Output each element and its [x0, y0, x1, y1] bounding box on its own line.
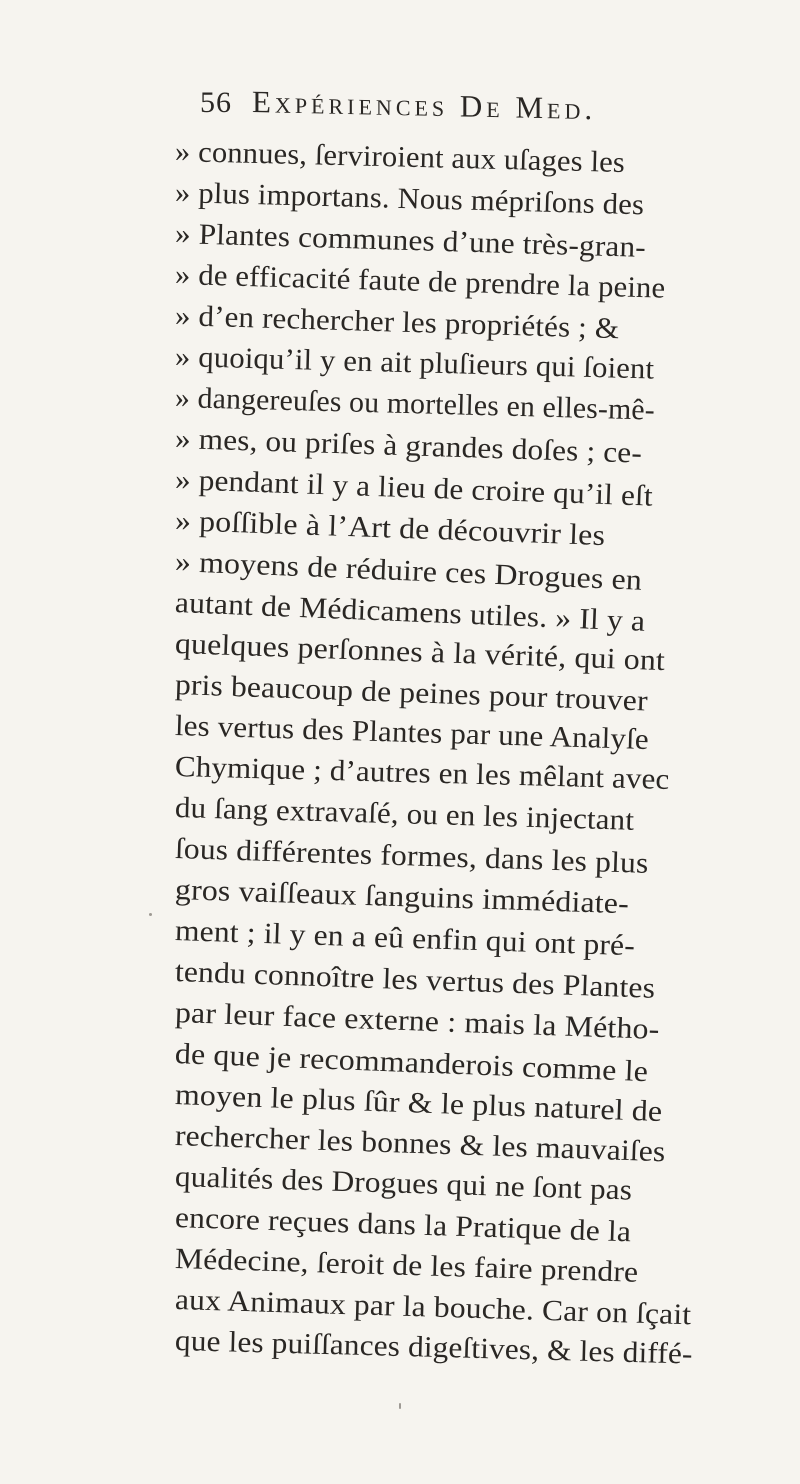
running-title: Expériences De Med. [252, 84, 597, 127]
text-line: tendu connoître les vertus des Plantes [174, 956, 656, 1005]
text-line: » Plantes communes d’une très-gran- [174, 218, 647, 264]
text-line: » d’en rechercher les propriétés ; & [174, 300, 620, 346]
text-line: qualités des Drogues qui ne ſont pas [174, 1161, 633, 1207]
body-text [174, 132, 775, 1371]
page-header [200, 84, 760, 128]
text-line: que les puiſſances digeſtives, & les diffé- [174, 1325, 693, 1371]
text-line: rechercher les bonnes & les mauvaiſes [174, 1120, 666, 1169]
text-line: » connues, ſerviroient aux uſages les [174, 136, 626, 179]
text-line: gros vaiſſeaux ſanguins immédiate- [174, 874, 630, 921]
text-line: autant de Médicamens utiles. » Il y a [174, 587, 646, 638]
text-line: encore reçues dans la Pratique de la [174, 1202, 632, 1249]
text-line: quelques perſonnes à la vérité, qui ont [174, 628, 666, 678]
text-line: par leur face externe : mais la Métho- [174, 997, 660, 1046]
text-line: » pendant il y a lieu de croire qu’il eſt [174, 464, 654, 513]
paper-speck [149, 913, 152, 916]
text-line: » dangereuſes ou mortelles en elles-mê- [174, 382, 656, 427]
text-line: » de efficacité faute de prendre la peine [174, 259, 666, 305]
text-line: du ſang extravaſé, ou en les injectant [174, 792, 635, 837]
text-line: de que je recommanderois comme le [174, 1038, 649, 1089]
text-line: » moyens de réduire ces Drogues en [174, 546, 643, 597]
text-line: les vertus des Plantes par une Analyſe [174, 710, 650, 757]
text-line: Chymique ; d’autres en les mêlant avec [174, 751, 670, 796]
text-line: moyen le plus ſûr & le plus naturel de [174, 1079, 663, 1129]
text-line: ſous différentes formes, dans les plus [174, 833, 649, 880]
text-line: Médecine, ſeroit de les faire prendre [174, 1243, 639, 1289]
text-line: » poſſible à l’Art de découvrir les [174, 505, 606, 553]
text-line: pris beaucoup de peines pour trouver [174, 669, 649, 718]
text-line: aux Animaux par la bouche. Car on ſçait [174, 1284, 692, 1332]
text-line: » mes, ou priſes à grandes doſes ; ce- [174, 423, 643, 470]
page-number: 56 [200, 86, 232, 119]
paper-speck [399, 1403, 401, 1409]
text-line: » quoiqu’il y en ait pluſieurs qui ſoient [174, 341, 655, 386]
text-line: » plus importans. Nous mépriſons des [174, 177, 645, 222]
text-line: ment ; il y en a eû enfin qui ont pré- [174, 915, 636, 963]
